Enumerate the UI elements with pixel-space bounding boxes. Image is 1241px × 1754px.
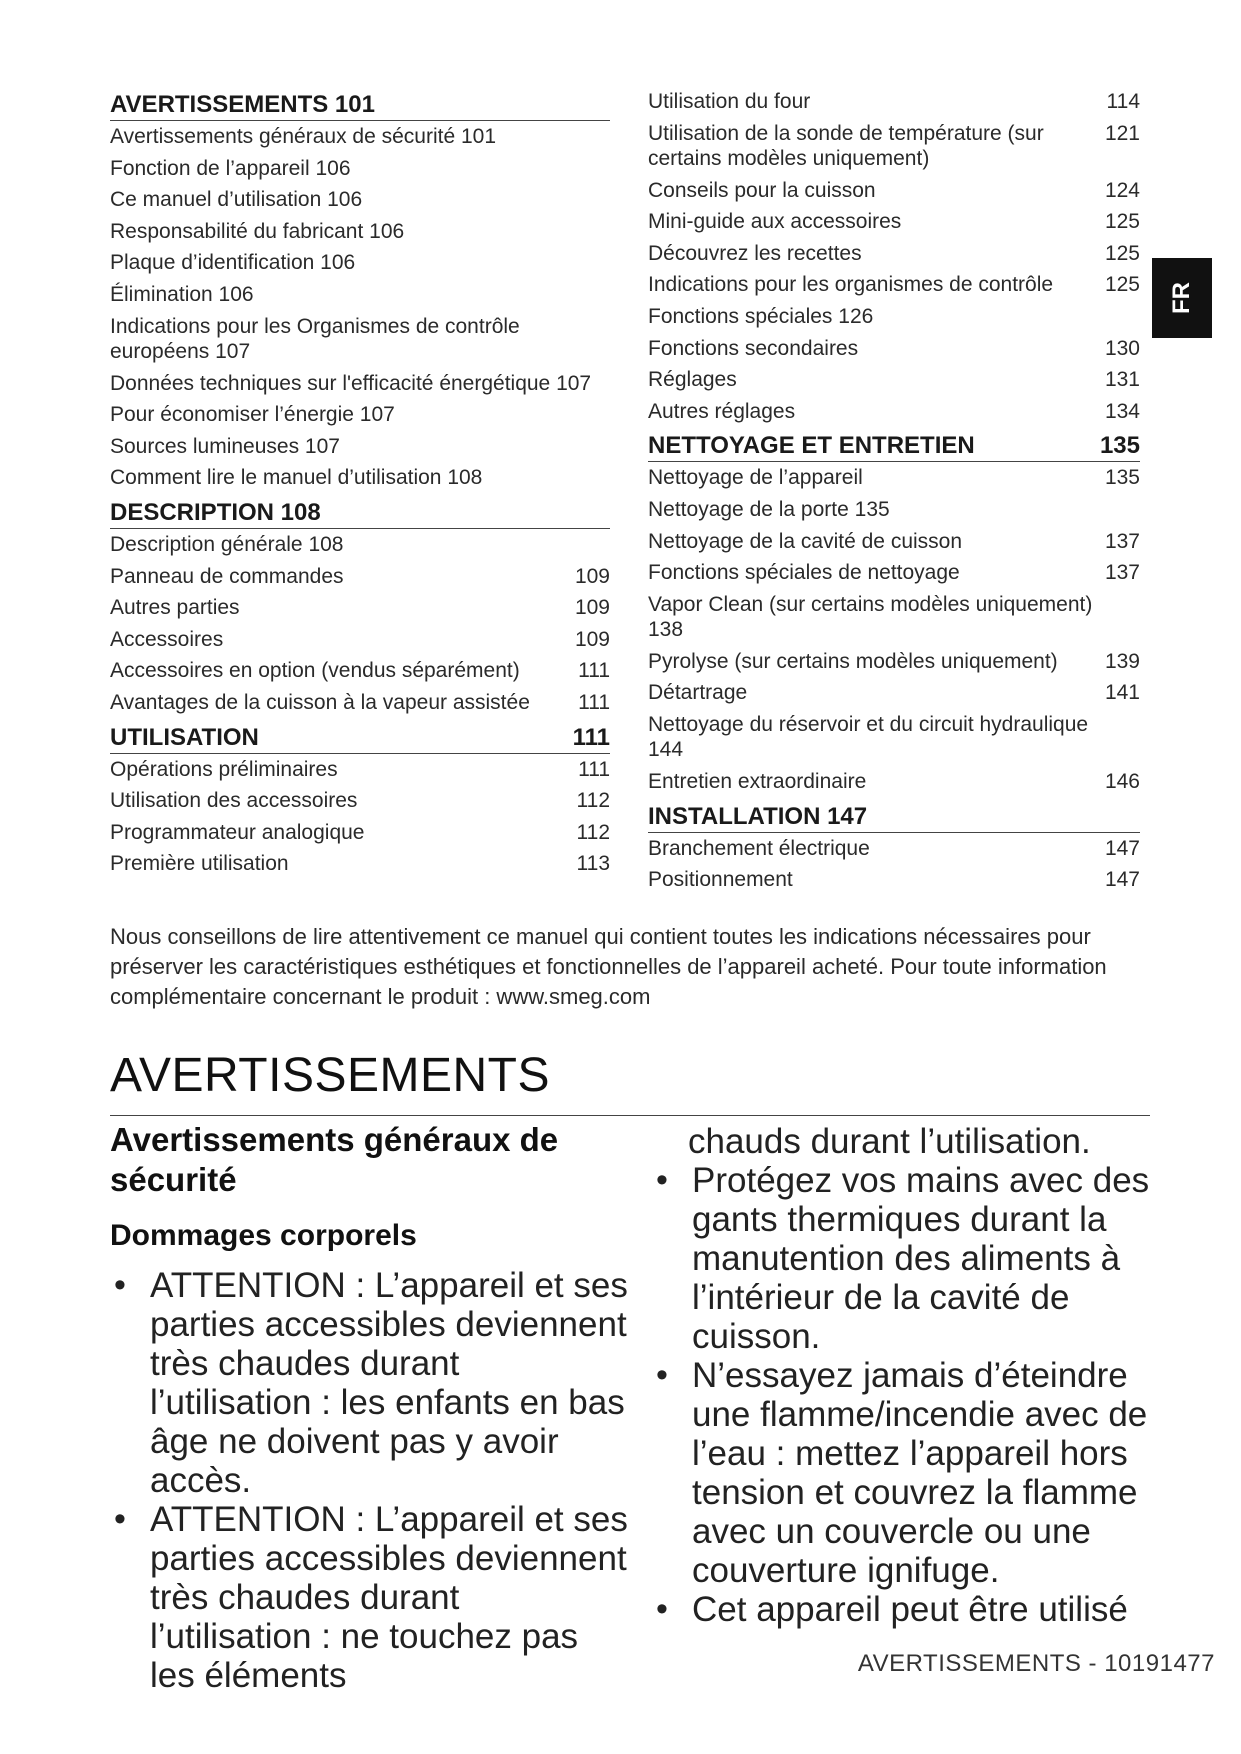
toc-entry-title: Mini-guide aux accessoires	[648, 210, 902, 234]
toc-entry-title: Première utilisation	[110, 852, 289, 876]
warning-item: • Protégez vos mains avec des gants thermiques durant la manutention des aliments à l’intérieur de la cavité de cuisson.	[652, 1161, 1152, 1356]
toc-entry-page: 109	[574, 627, 610, 651]
language-tab-label: FR	[1168, 282, 1195, 314]
toc-entry-title: Description générale 108	[110, 532, 344, 556]
toc-entry	[110, 433, 610, 465]
toc-entry-page: 147	[1104, 868, 1140, 892]
toc-entry-title: Pyrolyse (sur certains modèles uniquement)	[648, 649, 1058, 673]
toc-section-title: NETTOYAGE ET ENTRETIEN	[648, 432, 975, 460]
toc-entry-page: 125	[1104, 241, 1140, 265]
toc-entry	[110, 563, 610, 595]
toc-entry	[648, 120, 1140, 177]
toc-entry	[648, 208, 1140, 240]
toc-entry-page: 137	[1104, 529, 1140, 553]
toc-entry	[648, 88, 1140, 120]
toc-entry-title: Utilisation du four	[648, 90, 811, 113]
warnings-right-column	[652, 1122, 1152, 1629]
toc-entry	[110, 370, 610, 402]
toc-entry-title: Utilisation des accessoires	[110, 789, 358, 813]
toc-entry-title: Plaque d’identification 106	[110, 251, 356, 275]
title-divider	[110, 1115, 1150, 1116]
toc-entry-page: 121	[1104, 121, 1140, 145]
toc-entry-page: 137	[1104, 561, 1140, 585]
warning-list	[652, 1161, 1152, 1629]
toc-entry	[648, 496, 1140, 528]
toc-left-column	[110, 88, 610, 882]
toc-entry-title: Nettoyage de l’appareil	[648, 466, 863, 490]
toc-entry-page: 124	[1104, 178, 1140, 202]
warnings-left-column	[110, 1120, 630, 1695]
toc-section-page: 135	[1099, 432, 1140, 460]
toc-entry	[110, 689, 610, 721]
toc-entry-title: Responsabilité du fabricant 106	[110, 219, 405, 243]
toc-entry	[110, 626, 610, 658]
toc-section-title: UTILISATION	[110, 723, 259, 751]
toc-entry	[648, 591, 1140, 648]
toc-entry-title: Vapor Clean (sur certains modèles uniquement) 138	[648, 592, 1093, 641]
warning-list	[110, 1266, 630, 1695]
toc-entry	[648, 398, 1140, 430]
toc-entry	[648, 768, 1140, 800]
toc-entry	[648, 464, 1140, 496]
toc-entry-page: 134	[1104, 399, 1140, 423]
toc-section-title: AVERTISSEMENTS 101	[110, 91, 375, 118]
toc-entry-title: Indications pour les Organismes de contrôle européens 107	[110, 314, 520, 363]
toc-section-heading	[110, 496, 610, 529]
toc-entry	[648, 711, 1140, 768]
toc-entry-title: Avertissements généraux de sécurité 101	[110, 125, 496, 148]
toc-entry-title: Élimination 106	[110, 282, 254, 306]
toc-entry	[648, 559, 1140, 591]
toc-entry	[648, 303, 1140, 335]
toc-entry-title: Utilisation de la sonde de température (sur certains modèles uniquement)	[648, 121, 1044, 170]
toc-entry-title: Panneau de commandes	[110, 564, 344, 588]
intro-paragraph: Nous conseillons de lire attentivement ce manuel qui contient toutes les indications nécessaires pour préserver les caractéristiques esthétiques et fonctionnelles de l’appareil acheté. Pour toute information complémentaire concernant le produit : www.smeg.com	[110, 924, 1107, 1009]
toc-entry-title: Nettoyage du réservoir et du circuit hydraulique 144	[648, 712, 1089, 761]
toc-entry-page: 109	[574, 596, 610, 620]
toc-section-heading	[648, 800, 1140, 833]
toc-entry	[110, 186, 610, 218]
toc-section-heading	[648, 429, 1140, 462]
toc-entry	[110, 401, 610, 433]
toc-entry-title: Conseils pour la cuisson	[648, 178, 876, 202]
toc-entry-title: Accessoires	[110, 627, 224, 651]
toc-entry-page: 125	[1104, 273, 1140, 297]
toc-entry-page: 109	[574, 564, 610, 588]
warning-item: • ATTENTION : L’appareil et ses parties accessibles deviennent très chaudes durant l’utilisation : les enfants en bas âge ne doivent pas y avoir accès.	[110, 1266, 630, 1500]
toc-entry	[110, 756, 610, 788]
toc-entry-title: Découvrez les recettes	[648, 241, 862, 265]
toc-entry-title: Opérations préliminaires	[110, 757, 338, 781]
toc-entry-page: 130	[1104, 336, 1140, 360]
toc-entry-title: Autres parties	[110, 596, 240, 620]
toc-entry-title: Détartrage	[648, 681, 748, 705]
toc-entry-page: 131	[1104, 368, 1140, 392]
toc-entry-title: Données techniques sur l'efficacité énergétique 107	[110, 371, 592, 395]
toc-entry-title: Positionnement	[648, 868, 793, 892]
toc-entry-title: Pour économiser l’énergie 107	[110, 403, 395, 427]
warning-continuation: chauds durant l’utilisation.	[688, 1122, 1091, 1161]
toc-entry	[110, 218, 610, 250]
toc-entry	[110, 850, 610, 882]
toc-section-heading	[110, 721, 610, 754]
toc-entry	[110, 531, 610, 563]
toc-section-title: INSTALLATION 147	[648, 802, 868, 830]
warning-item: • ATTENTION : L’appareil et ses parties accessibles deviennent très chaudes durant l’utilisation : ne touchez pas les éléments	[110, 1500, 630, 1695]
toc-entry-title: Comment lire le manuel d’utilisation 108	[110, 466, 483, 490]
toc-entry-title: Indications pour les organismes de contrôle	[648, 273, 1054, 297]
toc-entry-page: 112	[576, 789, 610, 813]
toc-entry-page: 146	[1104, 769, 1140, 793]
toc-entry-title: Accessoires en option (vendus séparément)	[110, 659, 520, 683]
toc-section-heading	[110, 88, 610, 121]
toc-entry	[648, 271, 1140, 303]
toc-entry-page: 113	[576, 852, 610, 876]
toc-entry	[110, 249, 610, 281]
toc-entry-title: Programmateur analogique	[110, 820, 365, 844]
toc-entry-page: 112	[576, 820, 610, 844]
toc-entry	[648, 366, 1140, 398]
toc-entry	[110, 657, 610, 689]
toc-entry-page: 111	[578, 690, 610, 714]
toc-entry-title: Nettoyage de la porte 135	[648, 497, 890, 521]
toc-entry-page: 111	[578, 659, 610, 683]
warning-item: • Cet appareil peut être utilisé	[652, 1590, 1152, 1629]
section-heading: Avertissements généraux de sécurité	[110, 1121, 559, 1198]
subsection-heading: Dommages corporels	[110, 1219, 417, 1252]
toc-entry	[110, 155, 610, 187]
toc-entry-page: 125	[1104, 210, 1140, 234]
toc-entry-title: Sources lumineuses 107	[110, 434, 340, 458]
page-title: AVERTISSEMENTS	[110, 1049, 550, 1102]
toc-entry	[648, 648, 1140, 680]
toc-entry-title: Réglages	[648, 368, 737, 392]
toc-entry-title: Autres réglages	[648, 399, 796, 423]
toc-entry-page: 141	[1104, 681, 1140, 705]
toc-entry	[648, 528, 1140, 560]
toc-entry	[648, 335, 1140, 367]
toc-entry	[110, 313, 610, 370]
toc-entry-page: 139	[1104, 649, 1140, 673]
toc-entry-title: Ce manuel d’utilisation 106	[110, 188, 363, 212]
toc-entry-title: Fonctions spéciales de nettoyage	[648, 561, 960, 585]
toc-entry-title: Fonction de l’appareil 106	[110, 156, 351, 180]
toc-entry-title: Nettoyage de la cavité de cuisson	[648, 529, 963, 553]
toc-entry	[648, 240, 1140, 272]
language-tab	[1152, 258, 1212, 338]
toc-entry-title: Fonctions secondaires	[648, 336, 859, 360]
toc-entry	[110, 594, 610, 626]
toc-entry	[110, 787, 610, 819]
toc-entry	[648, 679, 1140, 711]
toc-entry-title: Avantages de la cuisson à la vapeur assistée	[110, 690, 530, 714]
toc-entry-page: 135	[1104, 466, 1140, 490]
toc-entry	[110, 464, 610, 496]
toc-section-title: DESCRIPTION 108	[110, 498, 321, 526]
toc-entry	[648, 866, 1140, 898]
toc-entry-page: 111	[578, 757, 610, 781]
toc-right-column	[648, 88, 1140, 898]
toc-section-page: 111	[572, 723, 610, 751]
toc-entry-title: Fonctions spéciales 126	[648, 304, 874, 328]
toc-entry-page: 114	[1106, 90, 1140, 113]
toc-entry-title: Entretien extraordinaire	[648, 769, 867, 793]
toc-entry	[648, 835, 1140, 867]
toc-entry-title: Branchement électrique	[648, 836, 870, 860]
page-footer: AVERTISSEMENTS - 10191477	[857, 1650, 1215, 1677]
warning-item: • N’essayez jamais d’éteindre une flamme/incendie avec de l’eau : mettez l’appareil hors tension et couvrez la flamme avec un couvercle ou une couverture ignifuge.	[652, 1356, 1152, 1590]
toc-entry	[110, 123, 610, 155]
toc-entry-page: 147	[1104, 836, 1140, 860]
toc-entry	[110, 819, 610, 851]
toc-entry	[648, 177, 1140, 209]
toc-entry	[110, 281, 610, 313]
